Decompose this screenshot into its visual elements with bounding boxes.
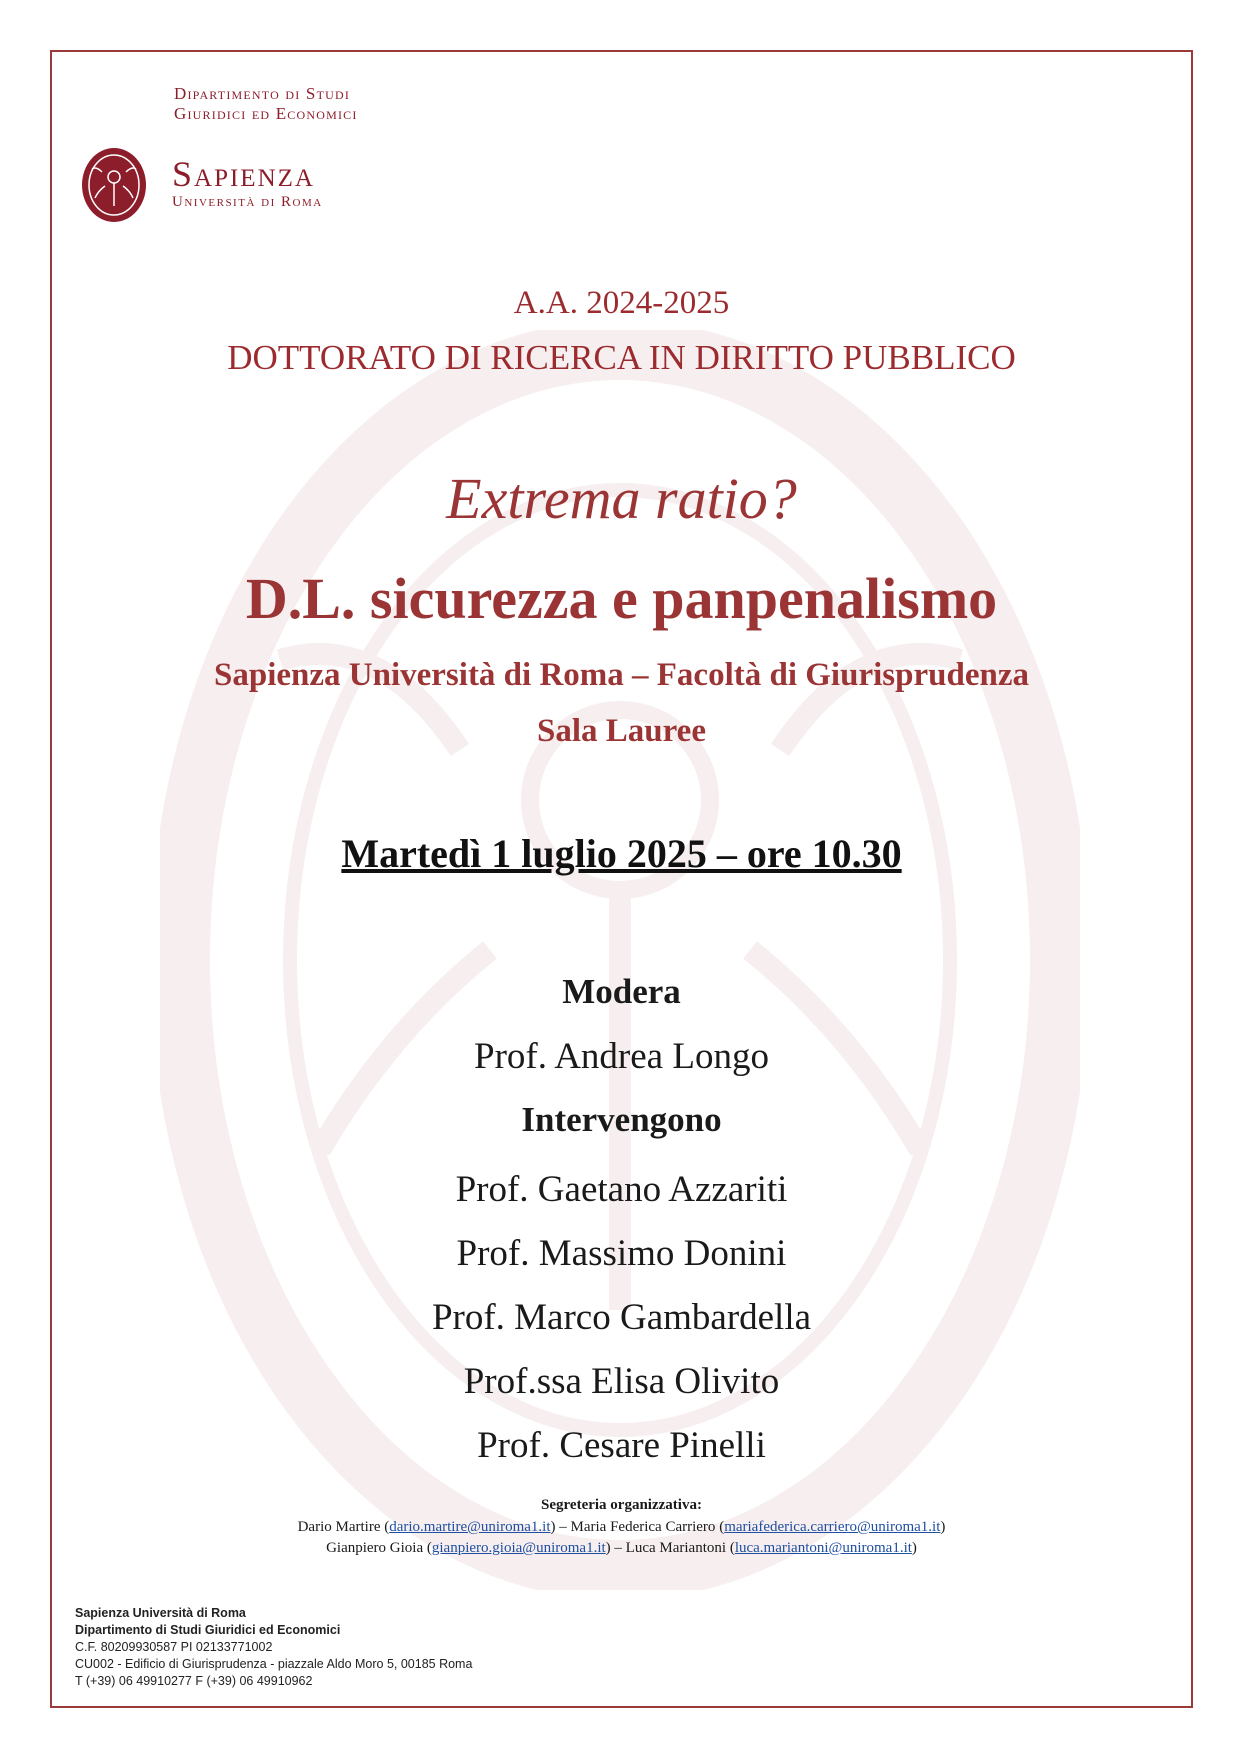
- sapienza-seal-icon: [80, 146, 148, 224]
- university-subtitle: Università di Roma: [172, 194, 323, 210]
- speaker-name: Prof. Cesare Pinelli: [477, 1425, 766, 1466]
- speaker-name: Prof. Massimo Donini: [456, 1233, 787, 1274]
- secretariat-contacts-line1: Dario Martire (dario.martire@uniroma1.it) – Maria Federica Carriero (mariafederica.carriero@uniroma1.it): [297, 1519, 946, 1535]
- department-line2: Giuridici ed Economici: [174, 104, 358, 123]
- doctoral-program: DOTTORATO DI RICERCA IN DIRITTO PUBBLICO: [227, 338, 1016, 377]
- footer-address-line: CU002 - Edificio di Giurisprudenza - piazzale Aldo Moro 5, 00185 Roma: [75, 1657, 473, 1671]
- contact-name: Dario Martire: [297, 1519, 381, 1535]
- contact-email-link[interactable]: mariafederica.carriero@uniroma1.it: [724, 1519, 941, 1535]
- contact-email-link[interactable]: luca.mariantoni@uniroma1.it: [734, 1540, 912, 1556]
- footer-university: Sapienza Università di Roma: [75, 1606, 246, 1620]
- footer-department: Dipartimento di Studi Giuridici ed Economici: [75, 1623, 341, 1637]
- event-venue: Sapienza Università di Roma – Facoltà di Giurisprudenza: [214, 657, 1029, 693]
- moderator-name: Prof. Andrea Longo: [474, 1036, 769, 1077]
- footer-tax-codes: C.F. 80209930587 PI 02133771002: [75, 1640, 273, 1654]
- contact-email-link[interactable]: dario.martire@uniroma1.it: [389, 1519, 551, 1535]
- academic-year: A.A. 2024-2025: [513, 285, 730, 321]
- speaker-name: Prof. Marco Gambardella: [431, 1297, 812, 1338]
- contact-name: Gianpiero Gioia: [326, 1540, 424, 1556]
- event-title-line1: Extrema ratio?: [446, 466, 797, 531]
- speakers-heading: Intervengono: [521, 1100, 722, 1139]
- secretariat-heading: Segreteria organizzativa:: [541, 1497, 702, 1513]
- speaker-name: Prof.ssa Elisa Olivito: [463, 1361, 780, 1402]
- department-line1: Dipartimento di Studi: [174, 84, 351, 103]
- footer-phone-fax: T (+39) 06 49910277 F (+39) 06 49910962: [75, 1674, 313, 1688]
- secretariat-heading-text: Segreteria organizzativa: [541, 1497, 697, 1513]
- contact-name: Maria Federica Carriero: [570, 1519, 716, 1535]
- moderator-heading: Modera: [562, 972, 681, 1011]
- event-datetime: Martedì 1 luglio 2025 – ore 10.30: [341, 831, 902, 876]
- event-room: Sala Lauree: [537, 713, 706, 749]
- secretariat-contacts-line2: Gianpiero Gioia (gianpiero.gioia@uniroma1.it) – Luca Mariantoni (luca.mariantoni@uniroma1.it): [326, 1540, 917, 1556]
- event-title-line2: D.L. sicurezza e panpenalismo: [245, 566, 998, 631]
- contact-name: Luca Mariantoni: [625, 1540, 727, 1556]
- university-name: Sapienza: [172, 154, 315, 194]
- speakers-list: [50, 1158, 1193, 1478]
- university-logo-text: [172, 155, 323, 211]
- contact-email-link[interactable]: gianpiero.gioia@uniroma1.it: [431, 1540, 606, 1556]
- department-name: [174, 84, 358, 124]
- speaker-name: Prof. Gaetano Azzariti: [455, 1169, 788, 1210]
- footer-address: [75, 1605, 472, 1690]
